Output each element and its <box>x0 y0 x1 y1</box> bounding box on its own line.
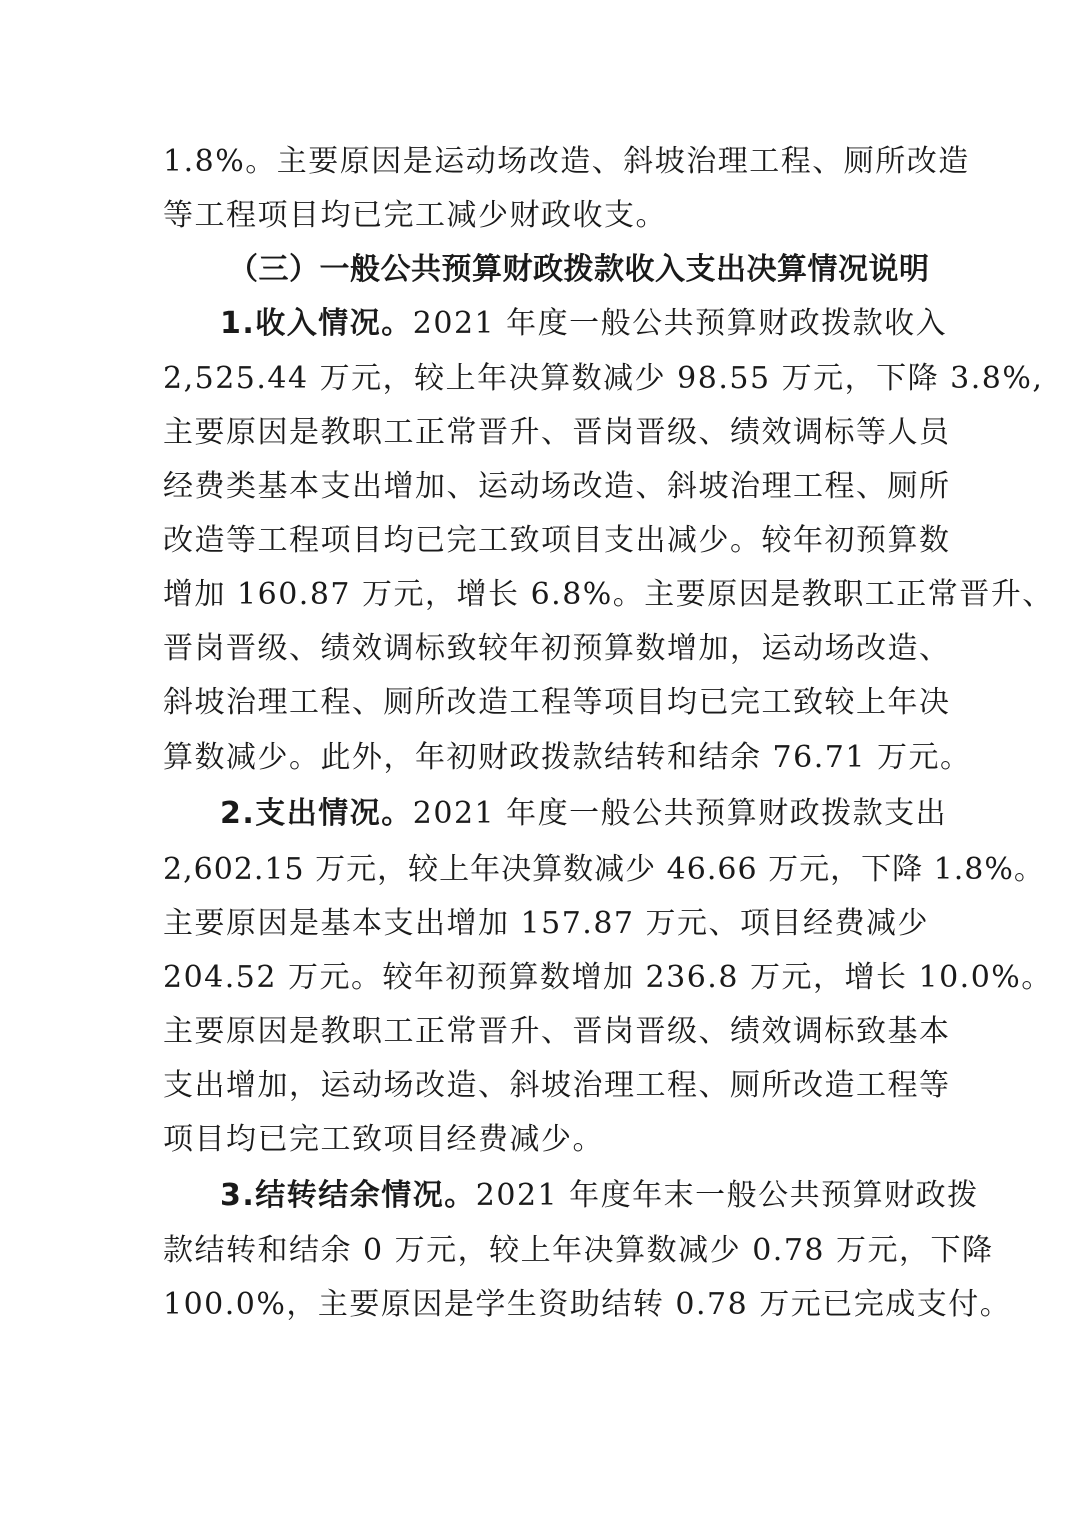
carryover-first-line <box>220 1176 979 1216</box>
paragraph-line: 斜坡治理工程、厕所改造工程等项目均已完工致较上年决 <box>163 685 951 720</box>
paragraph-line: 等工程项目均已完工减少财政收支。 <box>163 198 667 233</box>
income-first-text: 2021 年度一般公共预算财政拨款收入 <box>412 306 948 341</box>
paragraph-line: 2,602.15 万元，较上年决算数减少 46.66 万元，下降 1.8%。 <box>163 852 1045 887</box>
paragraph-line: 1.8%。主要原因是运动场改造、斜坡治理工程、厕所改造 <box>163 144 970 179</box>
paragraph-line: 主要原因是教职工正常晋升、晋岗晋级、绩效调标等人员 <box>163 415 951 450</box>
paragraph-line: 款结转和结余 0 万元，较上年决算数减少 0.78 万元，下降 <box>163 1233 994 1268</box>
paragraph-line: 204.52 万元。较年初预算数增加 236.8 万元，增长 10.0%。 <box>163 960 1053 995</box>
paragraph-line: 支出增加，运动场改造、斜坡治理工程、厕所改造工程等 <box>163 1068 951 1103</box>
paragraph-line: 100.0%，主要原因是学生资助结转 0.78 万元已完成支付。 <box>163 1287 1012 1322</box>
paragraph-line: 2,525.44 万元，较上年决算数减少 98.55 万元，下降 3.8%, <box>163 361 1044 396</box>
section-heading: （三）一般公共预算财政拨款收入支出决算情况说明 <box>228 252 930 287</box>
paragraph-line: 主要原因是基本支出增加 157.87 万元、项目经费减少 <box>163 906 930 941</box>
paragraph-line: 算数减少。此外，年初财政拨款结转和结余 76.71 万元。 <box>163 740 972 775</box>
income-first-line <box>220 304 947 344</box>
paragraph-line: 项目均已完工致项目经费减少。 <box>163 1122 604 1157</box>
paragraph-line: 晋岗晋级、绩效调标致较年初预算数增加，运动场改造、 <box>163 631 951 666</box>
expenditure-first-line <box>220 794 947 834</box>
income-lead: 1.收入情况。 <box>220 306 413 341</box>
paragraph-line: 改造等工程项目均已完工致项目支出减少。较年初预算数 <box>163 523 951 558</box>
carryover-first-text: 2021 年度年末一般公共预算财政拨 <box>475 1178 979 1213</box>
expenditure-first-text: 2021 年度一般公共预算财政拨款支出 <box>412 796 948 831</box>
paragraph-line: 经费类基本支出增加、运动场改造、斜坡治理工程、厕所 <box>163 469 951 504</box>
paragraph-line: 主要原因是教职工正常晋升、晋岗晋级、绩效调标致基本 <box>163 1014 951 1049</box>
carryover-lead: 3.结转结余情况。 <box>220 1178 476 1213</box>
expenditure-lead: 2.支出情况。 <box>220 796 413 831</box>
paragraph-line: 增加 160.87 万元，增长 6.8%。主要原因是教职工正常晋升、 <box>163 577 1054 612</box>
